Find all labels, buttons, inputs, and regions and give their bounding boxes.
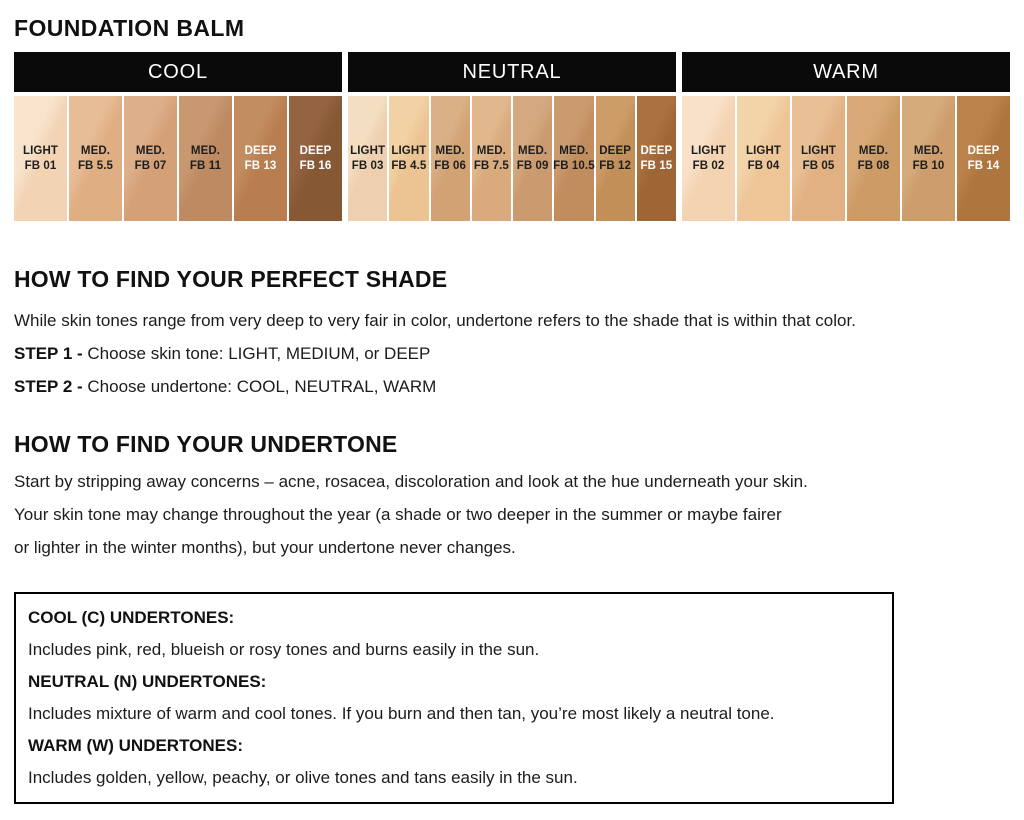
shade-group-neutral [348,52,676,221]
shade-code: FB 09 [516,159,549,172]
swatch-fb-02 [682,96,735,221]
shade-code: FB 14 [967,159,1000,172]
cool-undertones-heading: COOL (C) UNDERTONES: [28,608,235,628]
step-2-label: STEP 2 - [14,376,83,396]
shade-code: FB 13 [244,159,277,172]
shade-tone: MED. [559,144,589,157]
warm-undertones-text: Includes golden, yellow, peachy, or olive tones and tans easily in the sun. [28,768,578,788]
shade-tone: MED. [80,144,111,157]
shade-code: FB 16 [299,159,332,172]
shade-code: FB 15 [640,159,673,172]
shade-tone: LIGHT [23,144,58,157]
step-2-line [14,370,1010,403]
shade-chart [14,52,1010,221]
undertone-header-cool: COOL [14,52,342,92]
undertone-header-warm: WARM [682,52,1010,92]
shade-tone: LIGHT [746,144,781,157]
warm-undertones-heading: WARM (W) UNDERTONES: [28,736,243,756]
shade-tone: LIGHT [691,144,726,157]
neutral-undertones-text: Includes mixture of warm and cool tones. If you burn and then tan, you’re most likely a neutral tone. [28,704,775,724]
swatch-fb-03 [348,96,387,221]
undertone-text-line: Your skin tone may change throughout the year (a shade or two deeper in the summer or maybe fairer [14,505,782,525]
swatch-fb-7-5 [472,96,511,221]
cool-undertones-text: Includes pink, red, blueish or rosy tones and burns easily in the sun. [28,640,540,660]
shade-code: FB 04 [747,159,780,172]
undertone-definitions-box [14,592,894,804]
shade-code: FB 06 [434,159,467,172]
swatch-fb-14 [957,96,1010,221]
swatch-fb-01 [14,96,67,221]
shade-tone: MED. [190,144,221,157]
swatch-fb-16 [289,96,342,221]
shade-group-warm [682,52,1010,221]
swatch-fb-08 [847,96,900,221]
foundation-shade-guide [0,16,1024,804]
shade-tone: MED. [435,144,465,157]
shade-code: FB 03 [351,159,384,172]
swatch-fb-04 [737,96,790,221]
shade-code: FB 08 [857,159,890,172]
swatch-fb-10 [902,96,955,221]
swatch-fb-05 [792,96,845,221]
shade-code: FB 11 [189,159,222,172]
shade-code: FB 12 [599,159,632,172]
swatch-fb-10-5 [554,96,593,221]
shade-code: FB 4.5 [391,159,427,172]
swatch-fb-07 [124,96,177,221]
swatch-fb-5-5 [69,96,122,221]
swatch-fb-06 [431,96,470,221]
shade-group-cool [14,52,342,221]
shade-tone: LIGHT [801,144,836,157]
swatch-fb-12 [596,96,635,221]
neutral-undertones-heading: NEUTRAL (N) UNDERTONES: [28,672,267,692]
shade-tone: MED. [476,144,506,157]
step-1-line [14,337,1010,370]
shade-tone: MED. [913,144,944,157]
step-2-text: Choose undertone: COOL, NEUTRAL, WARM [87,376,437,396]
shade-code: FB 10.5 [553,159,595,172]
shade-tone: DEEP [244,144,277,157]
shade-code: FB 07 [134,159,167,172]
swatch-fb-15 [637,96,676,221]
swatch-row-cool [14,96,342,221]
shade-code: FB 05 [802,159,835,172]
shade-code: FB 02 [692,159,725,172]
shade-tone: LIGHT [391,144,427,157]
swatch-row-neutral [348,96,676,221]
shade-code: FB 5.5 [77,159,114,172]
swatch-row-warm [682,96,1010,221]
shade-code: FB 7.5 [473,159,509,172]
swatch-fb-4-5 [389,96,428,221]
shade-tone: MED. [135,144,166,157]
perfect-shade-intro: While skin tones range from very deep to very fair in color, undertone refers to the shade that is within that color. [14,310,856,330]
undertone-text-line: or lighter in the winter months), but your undertone never changes. [14,538,516,558]
swatch-fb-09 [513,96,552,221]
shade-tone: DEEP [299,144,332,157]
step-1-text: Choose skin tone: LIGHT, MEDIUM, or DEEP [87,343,431,363]
swatch-fb-13 [234,96,287,221]
shade-code: FB 01 [24,159,57,172]
undertone-heading: HOW TO FIND YOUR UNDERTONE [14,430,398,457]
perfect-shade-heading: HOW TO FIND YOUR PERFECT SHADE [14,266,448,293]
undertone-text-line: Start by stripping away concerns – acne, rosacea, discoloration and look at the hue underneath your skin. [14,472,808,492]
page-title: FOUNDATION BALM [14,15,245,41]
step-1-label: STEP 1 - [14,343,83,363]
shade-tone: MED. [858,144,889,157]
shade-code: FB 10 [912,159,945,172]
swatch-fb-11 [179,96,232,221]
shade-tone: LIGHT [350,144,386,157]
shade-tone: DEEP [967,144,1000,157]
shade-tone: MED. [518,144,548,157]
shade-tone: DEEP [640,144,673,157]
undertone-header-neutral: NEUTRAL [348,52,676,92]
shade-tone: DEEP [599,144,631,157]
